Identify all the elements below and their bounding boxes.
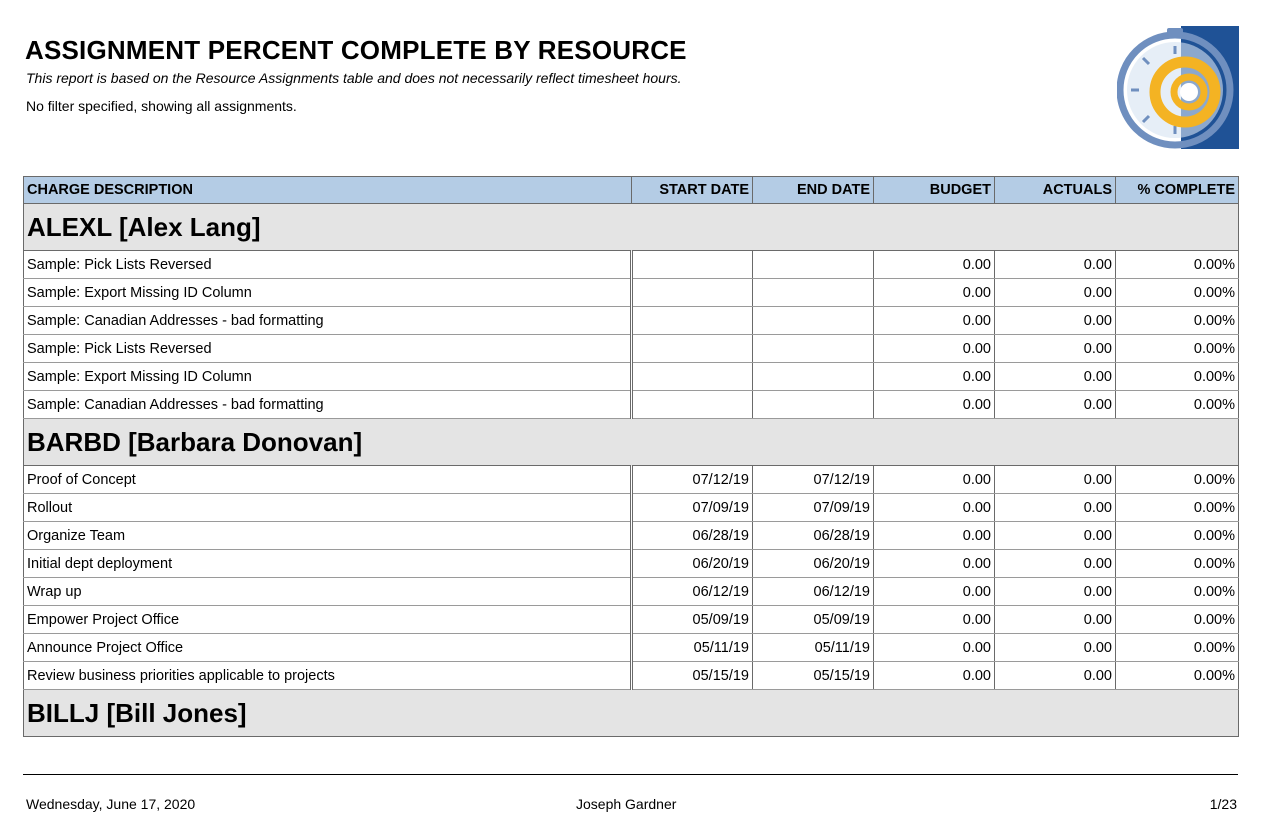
cell-percent-complete: 0.00% <box>1116 307 1239 335</box>
cell-budget: 0.00 <box>874 279 995 307</box>
cell-actuals: 0.00 <box>995 634 1116 662</box>
report-title: ASSIGNMENT PERCENT COMPLETE BY RESOURCE <box>25 35 687 65</box>
cell-charge-description: Sample: Export Missing ID Column <box>24 279 632 307</box>
cell-end-date: 06/12/19 <box>753 578 874 606</box>
cell-budget: 0.00 <box>874 335 995 363</box>
cell-charge-description: Rollout <box>24 494 632 522</box>
table-header-row <box>24 177 1239 204</box>
cell-start-date <box>632 251 753 279</box>
cell-charge-description: Empower Project Office <box>24 606 632 634</box>
cell-charge-description: Organize Team <box>24 522 632 550</box>
resource-group-header <box>24 419 1239 466</box>
cell-end-date: 07/09/19 <box>753 494 874 522</box>
cell-end-date: 06/28/19 <box>753 522 874 550</box>
cell-budget: 0.00 <box>874 307 995 335</box>
cell-end-date <box>753 307 874 335</box>
table-row <box>24 307 1239 335</box>
cell-start-date: 07/12/19 <box>632 466 753 494</box>
cell-charge-description: Announce Project Office <box>24 634 632 662</box>
cell-percent-complete: 0.00% <box>1116 466 1239 494</box>
report-subtitle: This report is based on the Resource Assignments table and does not necessarily reflect timesheet hours. <box>26 70 682 86</box>
cell-percent-complete: 0.00% <box>1116 335 1239 363</box>
cell-actuals: 0.00 <box>995 391 1116 419</box>
cell-end-date: 05/11/19 <box>753 634 874 662</box>
cell-end-date: 06/20/19 <box>753 550 874 578</box>
cell-budget: 0.00 <box>874 363 995 391</box>
cell-start-date: 05/09/19 <box>632 606 753 634</box>
cell-start-date <box>632 391 753 419</box>
cell-percent-complete: 0.00% <box>1116 391 1239 419</box>
cell-budget: 0.00 <box>874 606 995 634</box>
cell-actuals: 0.00 <box>995 251 1116 279</box>
footer-page-number: 1/23 <box>1209 796 1237 812</box>
cell-charge-description: Proof of Concept <box>24 466 632 494</box>
cell-start-date: 05/15/19 <box>632 662 753 690</box>
cell-actuals: 0.00 <box>995 279 1116 307</box>
cell-percent-complete: 0.00% <box>1116 251 1239 279</box>
cell-charge-description: Initial dept deployment <box>24 550 632 578</box>
cell-charge-description: Sample: Export Missing ID Column <box>24 363 632 391</box>
cell-actuals: 0.00 <box>995 494 1116 522</box>
cell-actuals: 0.00 <box>995 307 1116 335</box>
resource-name: BILLJ [Bill Jones] <box>24 690 1239 737</box>
cell-percent-complete: 0.00% <box>1116 279 1239 307</box>
cell-start-date <box>632 335 753 363</box>
cell-end-date: 07/12/19 <box>753 466 874 494</box>
table-row <box>24 662 1239 690</box>
cell-charge-description: Sample: Canadian Addresses - bad formatting <box>24 391 632 419</box>
column-header-charge-description: CHARGE DESCRIPTION <box>24 177 632 204</box>
column-header-percent-complete: % COMPLETE <box>1116 177 1239 204</box>
cell-start-date: 06/20/19 <box>632 550 753 578</box>
cell-budget: 0.00 <box>874 662 995 690</box>
table-row <box>24 391 1239 419</box>
cell-charge-description: Sample: Pick Lists Reversed <box>24 251 632 279</box>
cell-actuals: 0.00 <box>995 335 1116 363</box>
cell-end-date <box>753 251 874 279</box>
cell-end-date <box>753 335 874 363</box>
cell-budget: 0.00 <box>874 522 995 550</box>
cell-budget: 0.00 <box>874 391 995 419</box>
cell-charge-description: Wrap up <box>24 578 632 606</box>
cell-budget: 0.00 <box>874 634 995 662</box>
table-row <box>24 494 1239 522</box>
cell-budget: 0.00 <box>874 466 995 494</box>
cell-percent-complete: 0.00% <box>1116 662 1239 690</box>
cell-percent-complete: 0.00% <box>1116 606 1239 634</box>
cell-actuals: 0.00 <box>995 662 1116 690</box>
assignment-table <box>23 176 1239 737</box>
cell-end-date: 05/09/19 <box>753 606 874 634</box>
cell-actuals: 0.00 <box>995 550 1116 578</box>
cell-percent-complete: 0.00% <box>1116 363 1239 391</box>
cell-budget: 0.00 <box>874 251 995 279</box>
table-row <box>24 466 1239 494</box>
column-header-start-date: START DATE <box>632 177 753 204</box>
cell-budget: 0.00 <box>874 494 995 522</box>
cell-actuals: 0.00 <box>995 363 1116 391</box>
cell-actuals: 0.00 <box>995 578 1116 606</box>
cell-percent-complete: 0.00% <box>1116 522 1239 550</box>
cell-start-date <box>632 307 753 335</box>
cell-actuals: 0.00 <box>995 522 1116 550</box>
table-row <box>24 606 1239 634</box>
cell-start-date: 05/11/19 <box>632 634 753 662</box>
filter-note: No filter specified, showing all assignments. <box>26 98 297 114</box>
cell-charge-description: Sample: Canadian Addresses - bad formatting <box>24 307 632 335</box>
column-header-end-date: END DATE <box>753 177 874 204</box>
table-row <box>24 634 1239 662</box>
resource-name: BARBD [Barbara Donovan] <box>24 419 1239 466</box>
footer-user: Joseph Gardner <box>576 796 677 812</box>
cell-start-date: 07/09/19 <box>632 494 753 522</box>
cell-start-date <box>632 363 753 391</box>
table-row <box>24 522 1239 550</box>
table-row <box>24 550 1239 578</box>
resource-group-header <box>24 204 1239 251</box>
cell-end-date: 05/15/19 <box>753 662 874 690</box>
cell-budget: 0.00 <box>874 578 995 606</box>
cell-percent-complete: 0.00% <box>1116 578 1239 606</box>
cell-start-date: 06/12/19 <box>632 578 753 606</box>
table-row <box>24 335 1239 363</box>
column-header-budget: BUDGET <box>874 177 995 204</box>
cell-actuals: 0.00 <box>995 466 1116 494</box>
cell-end-date <box>753 279 874 307</box>
resource-group-header <box>24 690 1239 737</box>
table-row <box>24 363 1239 391</box>
cell-start-date: 06/28/19 <box>632 522 753 550</box>
table-row <box>24 578 1239 606</box>
cell-end-date <box>753 363 874 391</box>
resource-name: ALEXL [Alex Lang] <box>24 204 1239 251</box>
cell-actuals: 0.00 <box>995 606 1116 634</box>
cell-end-date <box>753 391 874 419</box>
cell-start-date <box>632 279 753 307</box>
cell-charge-description: Review business priorities applicable to projects <box>24 662 632 690</box>
column-header-actuals: ACTUALS <box>995 177 1116 204</box>
cell-percent-complete: 0.00% <box>1116 494 1239 522</box>
cell-percent-complete: 0.00% <box>1116 634 1239 662</box>
table-row <box>24 251 1239 279</box>
cell-percent-complete: 0.00% <box>1116 550 1239 578</box>
footer-date: Wednesday, June 17, 2020 <box>26 796 196 812</box>
cell-charge-description: Sample: Pick Lists Reversed <box>24 335 632 363</box>
cell-budget: 0.00 <box>874 550 995 578</box>
table-row <box>24 279 1239 307</box>
stopwatch-logo-icon <box>1117 26 1239 149</box>
footer-divider <box>23 774 1238 775</box>
